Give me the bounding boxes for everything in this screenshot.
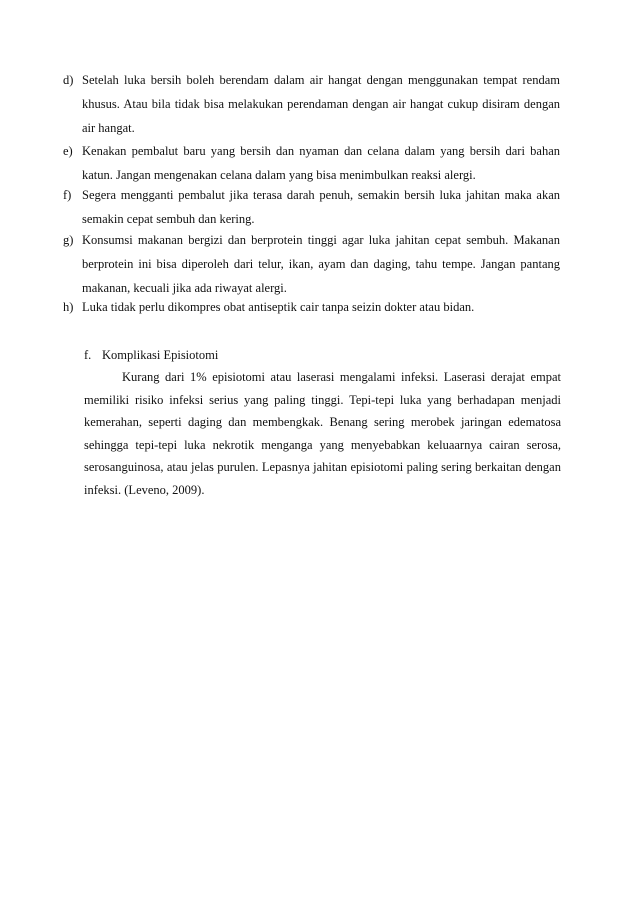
list-item-text: Konsumsi makanan bergizi dan berprotein tinggi agar luka jahitan cepat sembuh. Makanan berprotein ini bisa diperoleh dari telur, ikan, ayam dan daging, tahu tempe. Jangan pantang makanan, kecuali jika ada riwayat alergi. (82, 233, 560, 295)
section-number: f. (84, 348, 92, 362)
list-marker: f) (63, 188, 72, 202)
list-marker: e) (63, 144, 73, 158)
section-title: Komplikasi Episiotomi (102, 348, 219, 362)
list-item-text: Segera mengganti pembalut jika terasa darah penuh, semakin bersih luka jahitan maka akan semakin cepat sembuh dan kering. (82, 188, 560, 226)
list-item-text: Luka tidak perlu dikompres obat antiseptik cair tanpa seizin dokter atau bidan. (82, 300, 475, 314)
section-heading (84, 344, 218, 366)
list-item-text: Setelah luka bersih boleh berendam dalam air hangat dengan menggunakan tempat rendam khusus. Atau bila tidak bisa melakukan perendaman dengan air hangat cukup disiram dengan air hangat. (82, 73, 560, 135)
list-item-h (63, 296, 560, 320)
list-item-text: Kenakan pembalut baru yang bersih dan nyaman dan celana dalam yang bersih dari bahan katun. Jangan mengenakan celana dalam yang bisa menimbulkan reaksi alergi. (82, 144, 560, 182)
list-item-f (63, 184, 560, 232)
list-item-g (63, 229, 560, 300)
list-marker: d) (63, 73, 74, 87)
section-paragraph: Kurang dari 1% episiotomi atau laserasi mengalami infeksi. Laserasi derajat empat memiliki risiko infeksi serius yang paling tinggi. Tepi-tepi luka yang berhadapan menjadi kemerahan, seperti daging dan membengkak. Benang sering merobek jaringan edematosa sehingga tepi-tepi luka nekrotik menganga yang menyebabkan keluaarnya cairan serosa, serosanguinosa, atau jelas purulen. Lepasnya jahitan episiotomi paling sering berkaitan dengan infeksi. (Leveno, 2009). (84, 370, 561, 497)
list-marker: g) (63, 233, 74, 247)
list-marker: h) (63, 300, 74, 314)
list-item-d (63, 69, 560, 140)
list-item-e (63, 140, 560, 188)
